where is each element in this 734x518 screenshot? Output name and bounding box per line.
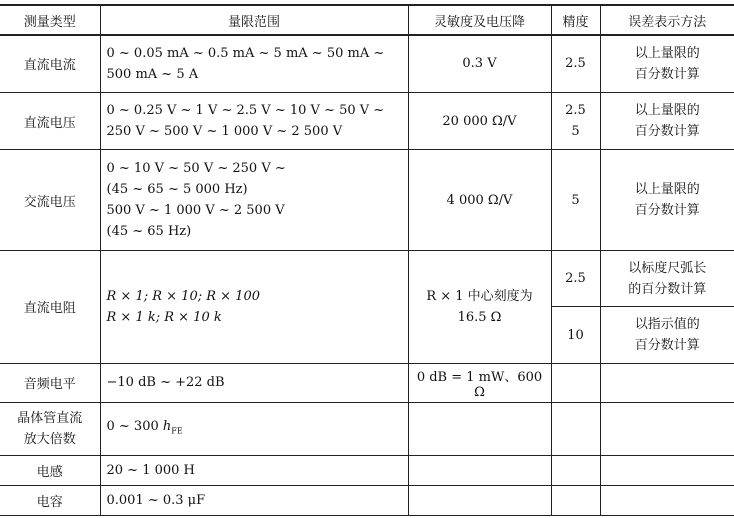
header-sensitivity: 灵敏度及电压降 bbox=[408, 5, 551, 35]
error-cell bbox=[600, 403, 734, 455]
range-line: 500 V ~ 1 000 V ~ 2 500 V bbox=[106, 203, 285, 219]
error-cell bbox=[600, 150, 734, 251]
range-cell bbox=[100, 150, 408, 251]
type-cell: 电感 bbox=[0, 455, 100, 485]
range-line: 0 ~ 10 V ~ 50 V ~ 250 V ~ bbox=[106, 161, 286, 177]
error-cell bbox=[600, 363, 734, 402]
range-line: 250 V ~ 500 V ~ 1 000 V ~ 2 500 V bbox=[106, 124, 343, 140]
range-line: R × 1; R × 10; R × 100 bbox=[106, 288, 260, 304]
range-line: 0 ~ 0.25 V ~ 1 V ~ 2.5 V ~ 10 V ~ 50 V ~ bbox=[106, 103, 385, 119]
header-type: 测量类型 bbox=[0, 5, 100, 35]
sensitivity-line: 16.5 Ω bbox=[457, 309, 502, 325]
type-cell bbox=[0, 403, 100, 455]
type-line: 晶体管直流 bbox=[17, 410, 83, 426]
accuracy-line: 2.5 bbox=[565, 103, 586, 119]
table-row bbox=[0, 92, 734, 149]
table-row bbox=[0, 251, 734, 307]
range-cell bbox=[100, 251, 408, 364]
table-row bbox=[0, 363, 734, 402]
sensitivity-cell: 20 000 Ω/V bbox=[408, 92, 551, 149]
spec-table bbox=[0, 4, 734, 516]
error-line: 的百分数计算 bbox=[628, 281, 707, 297]
error-line: 百分数计算 bbox=[634, 203, 700, 219]
sensitivity-cell: 4 000 Ω/V bbox=[408, 150, 551, 251]
range-cell: −10 dB ~ +22 dB bbox=[100, 363, 408, 402]
table-row bbox=[0, 150, 734, 251]
type-line: 放大倍数 bbox=[23, 431, 76, 447]
error-line: 以上量限的 bbox=[634, 182, 700, 198]
table-row bbox=[0, 403, 734, 455]
accuracy-cell bbox=[551, 485, 600, 515]
accuracy-cell bbox=[551, 455, 600, 485]
range-symbol: h bbox=[162, 419, 172, 435]
error-line: 以上量限的 bbox=[634, 45, 700, 61]
error-cell bbox=[600, 251, 734, 307]
header-accuracy: 精度 bbox=[551, 5, 600, 35]
range-cell bbox=[100, 35, 408, 92]
type-cell: 交流电压 bbox=[0, 150, 100, 251]
accuracy-cell bbox=[551, 403, 600, 455]
table-row bbox=[0, 485, 734, 515]
sensitivity-cell bbox=[408, 485, 551, 515]
accuracy-cell bbox=[551, 92, 600, 149]
error-line: 以上量限的 bbox=[634, 103, 700, 119]
error-cell bbox=[600, 92, 734, 149]
error-line: 百分数计算 bbox=[634, 124, 700, 140]
accuracy-line: 5 bbox=[571, 124, 580, 140]
range-cell: 20 ~ 1 000 H bbox=[100, 455, 408, 485]
accuracy-cell bbox=[551, 363, 600, 402]
table-row bbox=[0, 455, 734, 485]
error-line: 百分数计算 bbox=[634, 338, 700, 354]
accuracy-cell: 2.5 bbox=[551, 251, 600, 307]
range-line: (45 ~ 65 Hz) bbox=[106, 224, 192, 240]
accuracy-cell: 5 bbox=[551, 150, 600, 251]
type-cell: 电容 bbox=[0, 485, 100, 515]
accuracy-cell: 2.5 bbox=[551, 35, 600, 92]
header-error: 误差表示方法 bbox=[600, 5, 734, 35]
range-line: 0 ~ 0.05 mA ~ 0.5 mA ~ 5 mA ~ 50 mA ~ bbox=[106, 45, 385, 61]
range-cell: 0.001 ~ 0.3 μF bbox=[100, 485, 408, 515]
error-cell bbox=[600, 35, 734, 92]
error-line: 以指示值的 bbox=[634, 317, 700, 333]
error-cell bbox=[600, 307, 734, 363]
error-line: 百分数计算 bbox=[634, 66, 700, 82]
accuracy-cell: 10 bbox=[551, 307, 600, 363]
sensitivity-cell: 0 dB = 1 mW、600 Ω bbox=[408, 363, 551, 402]
error-cell bbox=[600, 455, 734, 485]
range-subscript: FE bbox=[171, 426, 183, 436]
type-cell: 直流电流 bbox=[0, 35, 100, 92]
error-line: 以标度尺弧长 bbox=[628, 260, 707, 276]
type-cell: 音频电平 bbox=[0, 363, 100, 402]
sensitivity-cell: 0.3 V bbox=[408, 35, 551, 92]
sensitivity-cell bbox=[408, 403, 551, 455]
header-row bbox=[0, 5, 734, 35]
type-cell: 直流电阻 bbox=[0, 251, 100, 364]
range-line: 500 mA ~ 5 A bbox=[106, 66, 199, 82]
range-line: (45 ~ 65 ~ 5 000 Hz) bbox=[106, 182, 248, 198]
range-cell bbox=[100, 403, 408, 455]
table-row bbox=[0, 35, 734, 92]
range-prefix: 0 ~ 300 bbox=[106, 419, 159, 435]
sensitivity-cell bbox=[408, 455, 551, 485]
sensitivity-cell bbox=[408, 251, 551, 364]
range-cell bbox=[100, 92, 408, 149]
header-range: 量限范围 bbox=[100, 5, 408, 35]
type-cell: 直流电压 bbox=[0, 92, 100, 149]
range-line: R × 1 k; R × 10 k bbox=[106, 309, 222, 325]
sensitivity-line: R × 1 中心刻度为 bbox=[426, 288, 533, 304]
error-cell bbox=[600, 485, 734, 515]
